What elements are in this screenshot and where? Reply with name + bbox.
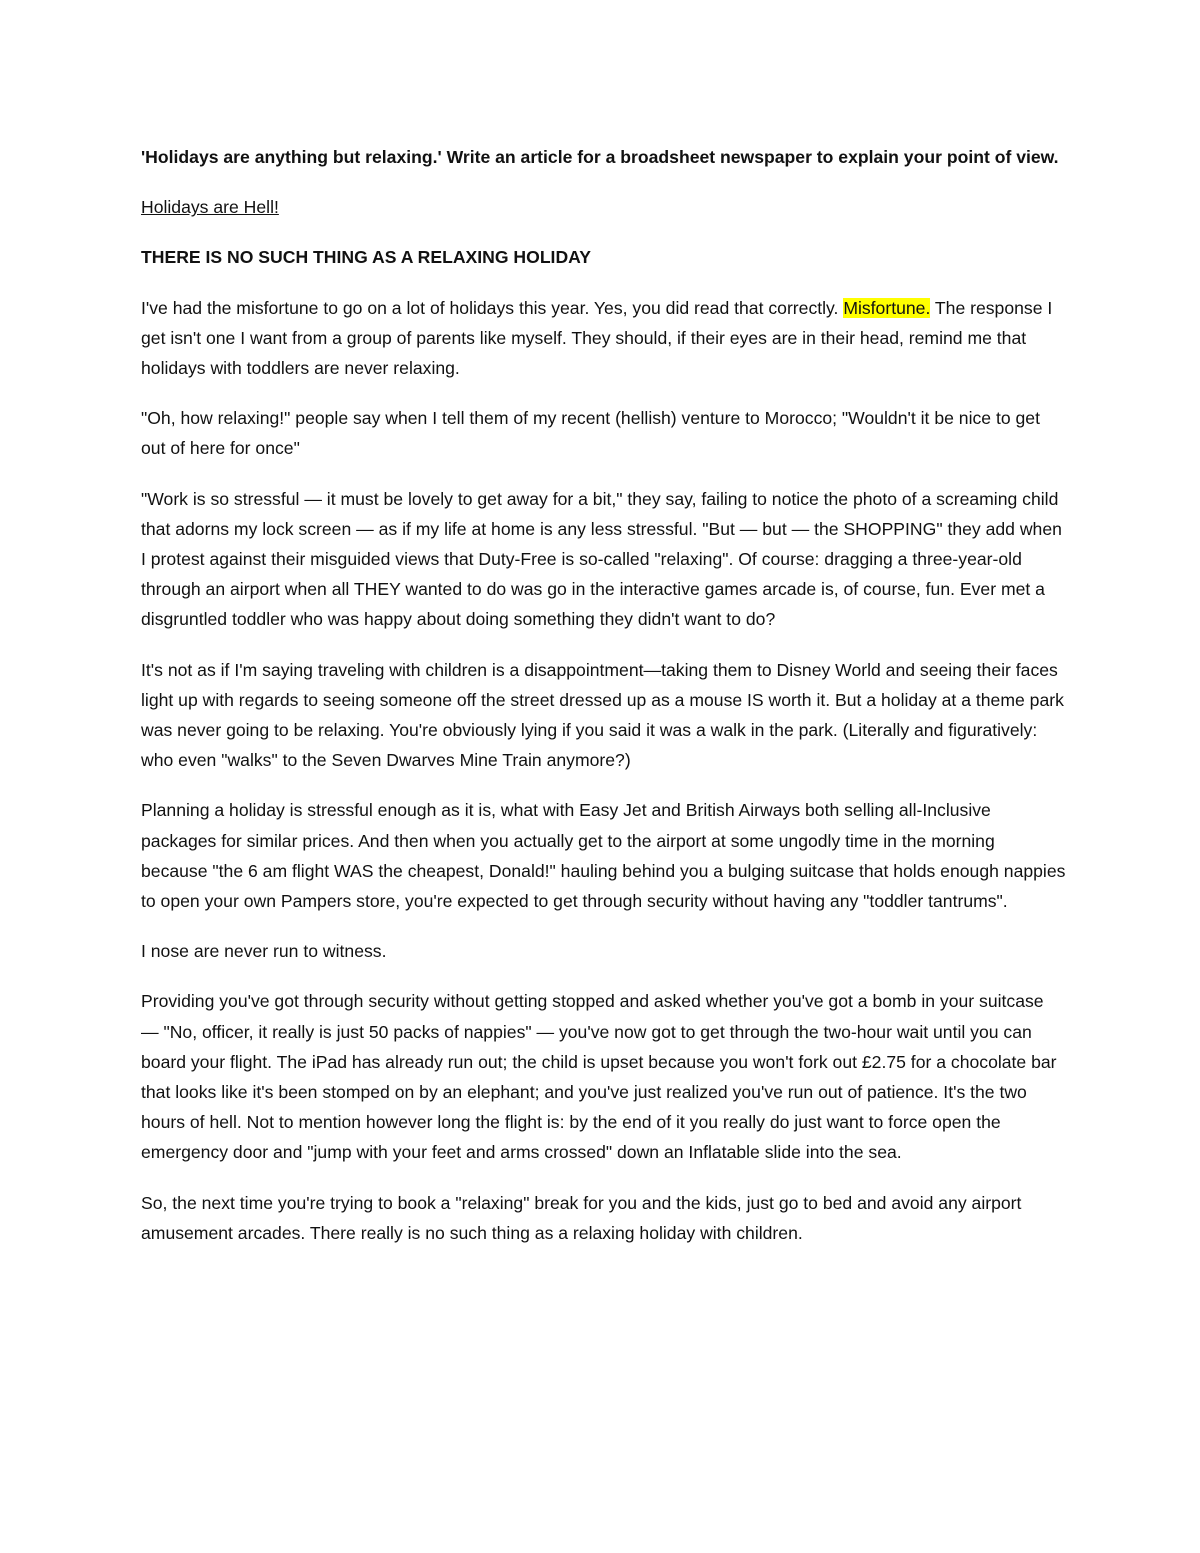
paragraph-5: Planning a holiday is stressful enough as it is, what with Easy Jet and British Airways both selling all-Inclusive packages for similar prices. And then when you actually get to the airport at some ungodly time in the morning because "the 6 am flight WAS the cheapest, Donald!" hauling behind you a bulging suitcase that holds enough nappies to open your own Pampers store, you're expected to get through security without having any "toddler tantrums". xyxy=(141,800,1066,912)
paragraph-3: "Work is so stressful — it must be lovely to get away for a bit," they say, failing to notice the photo of a screaming child that adorns my lock screen — as if my life at home is any less stressful. "But — but — the SHOPPING" they add when I protest against their misguided views that Duty-Free is so-called "relaxing". Of course: dragging a three-year-old through an airport when all THEY wanted to do was go in the interactive games arcade is, of course, fun. Ever met a disgruntled toddler who was happy about doing something they didn't want to do? xyxy=(141,488,1062,630)
paragraph-6: I nose are never run to witness. xyxy=(141,941,387,962)
paragraph-7: Providing you've got through security without getting stopped and asked whether you've got a bomb in your suitcase — "No, officer, it really is just 50 packs of nappies" — you've now got to get through the two-hour wait until you can board your flight. The iPad has already run out; the child is upset because you won't fork out £2.75 for a chocolate bar that looks like it's been stomped on by an elephant; and you've just realized you've run out of patience. It's the two hours of hell. Not to mention however long the flight is: by the end of it you really do just want to force open the emergency door and "jump with your feet and arms crossed" down an Inflatable slide into the sea. xyxy=(141,991,1057,1163)
essay-prompt: 'Holidays are anything but relaxing.' Write an article for a broadsheet newspaper to explain your point of view. xyxy=(141,147,1059,167)
article-title: Holidays are Hell! xyxy=(141,197,279,218)
paragraph-4: It's not as if I'm saying traveling with children is a disappointment—taking them to Disney World and seeing their faces light up with regards to seeing someone off the street dressed up as a mouse IS worth it. But a holiday at a theme park was never going to be relaxing. You're obviously lying if you said it was a walk in the park. (Literally and figuratively: who even "walks" to the Seven Dwarves Mine Train anymore?) xyxy=(141,659,1064,771)
paragraph-1 xyxy=(141,293,1066,384)
paragraph-1-start: I've had the misfortune to go on a lot of holidays this year. Yes, you did read that correctly. xyxy=(141,297,844,318)
highlighted-word: Misfortune. xyxy=(843,297,931,318)
paragraph-1-end: The response I get isn't one I want from a group of parents like myself. They should, if their eyes are in their head, remind me that holidays with toddlers are never relaxing. xyxy=(141,297,1053,379)
paragraph-8: So, the next time you're trying to book a "relaxing" break for you and the kids, just go to bed and avoid any airport amusement arcades. There really is no such thing as a relaxing holiday with children. xyxy=(141,1192,1022,1243)
document-body xyxy=(141,142,1066,1268)
article-headline: THERE IS NO SUCH THING AS A RELAXING HOLIDAY xyxy=(141,247,591,268)
article-title-line xyxy=(141,192,1066,222)
paragraph-2: "Oh, how relaxing!" people say when I tell them of my recent (hellish) venture to Morocco; "Wouldn't it be nice to get out of here for once" xyxy=(141,408,1040,459)
